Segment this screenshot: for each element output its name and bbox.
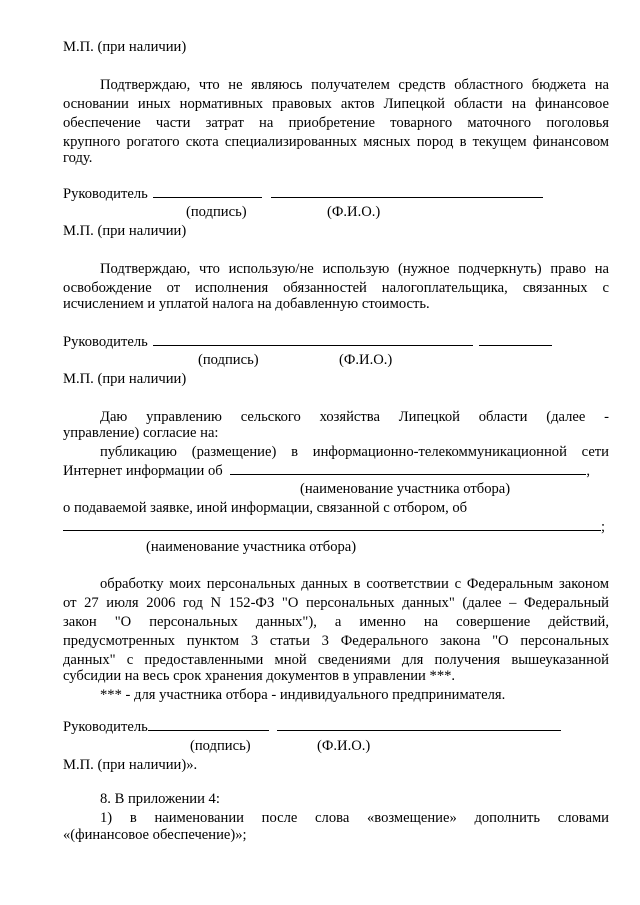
participant-name-caption: (наименование участника отбора) bbox=[146, 539, 357, 555]
text-line: освобождение от исполнения обязанностей налогоплательщика, связанных с bbox=[63, 280, 609, 296]
extra-blank-line bbox=[479, 334, 552, 346]
stamp-line: М.П. (при наличии) bbox=[63, 371, 187, 387]
text-line: о подаваемой заявке, иной информации, связанной с отбором, об bbox=[63, 500, 468, 516]
name-blank-line bbox=[271, 186, 543, 198]
text-line: Подтверждаю, что использую/не использую (нужное подчеркнуть) право на bbox=[100, 261, 609, 277]
punctuation: ; bbox=[601, 519, 606, 535]
name-caption: (Ф.И.О.) bbox=[327, 204, 381, 220]
signature-caption: (подпись) bbox=[190, 738, 251, 754]
signature-blank-line bbox=[153, 186, 262, 198]
text-line: Даю управлению сельского хозяйства Липецкой области (далее - bbox=[100, 409, 609, 425]
text-line: предусмотренных пунктом 3 статьи 3 Федерального закона "О персональных bbox=[63, 633, 609, 649]
signature-label: Руководитель bbox=[63, 719, 148, 735]
stamp-line: М.П. (при наличии)». bbox=[63, 757, 198, 773]
text-line: обеспечение части затрат на приобретение товарного маточного поголовья bbox=[63, 115, 609, 131]
text-line: обработку моих персональных данных в соответствии с Федеральным законом bbox=[100, 576, 609, 592]
name-caption: (Ф.И.О.) bbox=[317, 738, 371, 754]
signature-name-blank-line bbox=[153, 334, 473, 346]
text-fragment: Интернет информации об bbox=[63, 463, 223, 479]
text-line: крупного рогатого скота специализированных мясных пород в текущем финансовом bbox=[63, 134, 609, 150]
participant-name-blank-line bbox=[230, 463, 586, 475]
section-heading: 8. В приложении 4: bbox=[100, 791, 220, 807]
signature-blank-line bbox=[148, 719, 269, 731]
name-caption: (Ф.И.О.) bbox=[339, 352, 393, 368]
text-line: публикацию (размещение) в информационно-телекоммуникационной сети bbox=[100, 444, 609, 460]
list-item-line: «(финансовое обеспечение)»; bbox=[63, 827, 247, 843]
signature-label: Руководитель bbox=[63, 334, 148, 350]
stamp-line: М.П. (при наличии) bbox=[63, 223, 187, 239]
text-line: субсидии на весь срок хранения документов в управлении ***. bbox=[63, 668, 456, 684]
signature-caption: (подпись) bbox=[198, 352, 259, 368]
text-line: данных" с предоставленными мной сведениями для получения вышеуказанной bbox=[63, 652, 609, 668]
text-line: исчислением и уплатой налога на добавленную стоимость. bbox=[63, 296, 430, 312]
text-line: от 27 июля 2006 год N 152-ФЗ "О персональных данных" (далее – Федеральный bbox=[63, 595, 609, 611]
text-line: основании иных нормативных правовых актов Липецкой области на финансовое bbox=[63, 96, 609, 112]
name-blank-line bbox=[277, 719, 561, 731]
stamp-line: М.П. (при наличии) bbox=[63, 39, 187, 55]
footnote: *** - для участника отбора - индивидуального предпринимателя. bbox=[100, 687, 506, 703]
signature-label: Руководитель bbox=[63, 186, 148, 202]
participant-name-caption: (наименование участника отбора) bbox=[300, 481, 511, 497]
signature-caption: (подпись) bbox=[186, 204, 247, 220]
text-line: Подтверждаю, что не являюсь получателем средств областного бюджета на bbox=[100, 77, 609, 93]
list-item-line: 1) в наименовании после слова «возмещение» дополнить словами bbox=[100, 810, 609, 826]
participant-name-blank-line bbox=[63, 519, 601, 531]
punctuation: , bbox=[586, 463, 590, 479]
text-line: закон "О персональных данных"), а именно на совершение действий, bbox=[63, 614, 609, 630]
text-line: управление) согласие на: bbox=[63, 425, 219, 441]
text-line: году. bbox=[63, 150, 93, 166]
